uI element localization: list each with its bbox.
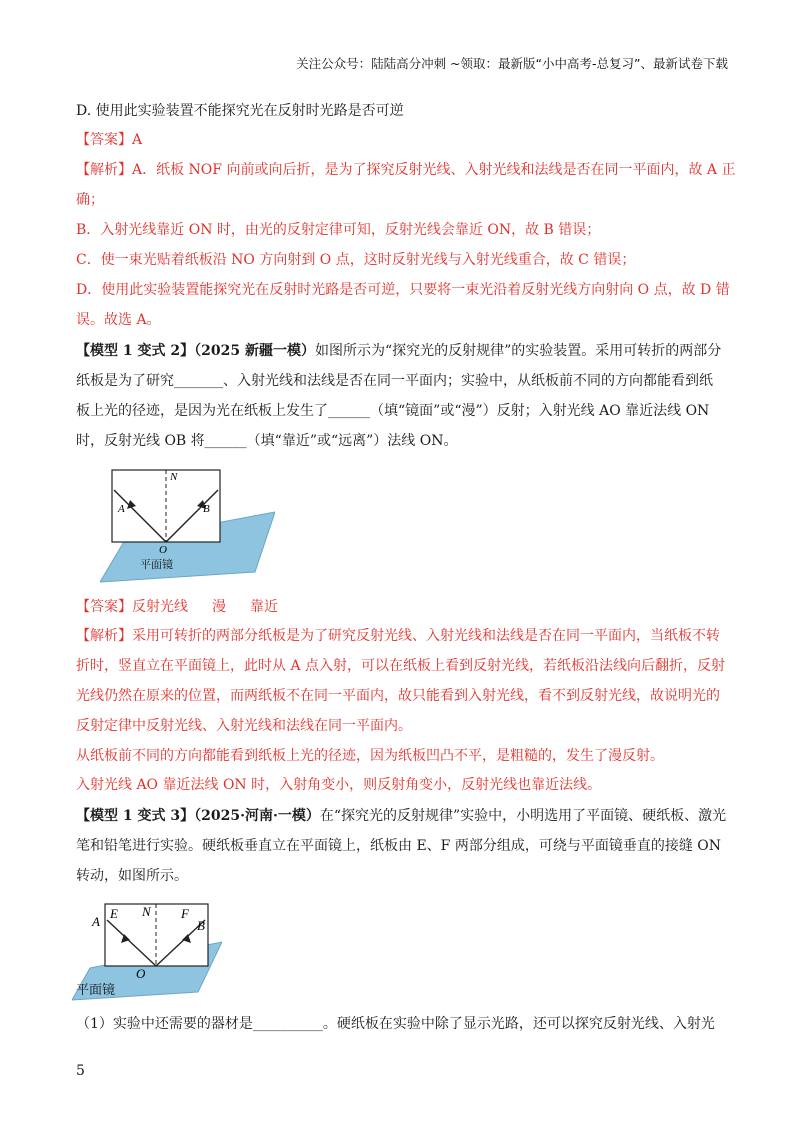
q3-stem-line-2: 转动，如图所示。 [76,868,188,884]
analysis-tag: 【解析】 [76,162,132,178]
q2-stem-line-3: 时，反射光线 OB 将______（填“靠近”或“远离”）法线 ON。 [76,433,458,449]
q3-stem-line-0: 【模型 1 变式 3】（2025·河南·一模）在“探究光的反射规律”实验中，小明选用了平面镜、硬纸板、激光 [76,808,727,824]
q1-analysis-line-4: D．使用此实验装置能探究光在反射时光路是否可逆，只要将一束光沿着反射光线方向射向 O 点，故 D 错 [76,282,730,298]
answer-2: 漫 [212,599,226,615]
label-mirror: 平面镜 [76,982,116,997]
q2-analysis-line-5: 入射光线 AO 靠近法线 ON 时，入射角变小，则反射角变小，反射光线也靠近法线。 [76,777,602,793]
option-d: D. 使用此实验装置不能探究光在反射时光路是否可逆 [76,103,404,119]
q2-stem-line-0: 【模型 1 变式 2】（2025 新疆一模）如图所示为“探究光的反射规律”的实验装置。采用可转折的两部分 [76,343,722,359]
q2-figure [100,460,275,585]
analysis-tag: 【解析】 [76,628,132,644]
q2-analysis-line-2: 光线仍然在原来的位置，而两纸板不在同一平面内，故只能看到入射光线，看不到反射光线，故说明光的 [76,688,720,704]
label-b: B [197,918,205,933]
q1-answer [76,130,142,150]
q1-analysis-line-1: 确； [76,192,104,208]
q1-analysis-line-3: C．使一束光贴着纸板沿 NO 方向射到 O 点，这时反射光线与入射光线重合，故 C 错误； [76,252,636,268]
answer-tag: 【答案】 [76,132,132,148]
label-f: F [181,906,189,921]
q2-analysis-line-4: 从纸板前不同的方向都能看到纸板上光的径迹，因为纸板凹凸不平，是粗糙的，发生了漫反射。 [76,748,664,764]
q2-analysis-line-0: 【解析】采用可转折的两部分纸板是为了研究反射光线、入射光线和法线是否在同一平面内，当纸板不转 [76,628,720,644]
q2-stem-line-2: 板上光的径迹，是因为光在纸板上发生了______（填“镜面”或“漫”）反射；入射光线 AO 靠近法线 ON [76,403,710,419]
q3-source: （2025·河南·一模） [194,808,320,824]
q3-stem-line-1: 笔和铅笔进行实验。硬纸板垂直立在平面镜上，纸板由 E、F 两部分组成，可绕与平面镜垂直的接缝 ON [76,838,722,854]
q1-analysis-line-0: 【解析】A．纸板 NOF 向前或向后折，是为了探究反射光线、入射光线和法线是否在同一平面内，故 A 正 [76,162,736,178]
label-a: A [118,503,125,515]
answer-tag: 【答案】 [76,599,132,615]
label-n: N [142,904,151,919]
page-number: 5 [76,1063,85,1079]
label-b: B [203,503,210,515]
q2-tag: 【模型 1 变式 2】 [76,343,195,359]
label-e: E [110,906,118,921]
answer-3: 靠近 [250,599,278,615]
label-o: O [136,966,146,981]
q3-tag: 【模型 1 变式 3】 [76,808,195,824]
answer-value: A [132,132,143,148]
q3-figure [72,896,222,1002]
label-o: O [159,544,167,556]
page-header: 关注公众号：陆陆高分冲刺 ~领取：最新版“小中高考-总复习”、最新试卷下载 [296,56,728,71]
q1-analysis-line-5: 误。故选 A。 [76,312,161,328]
q2-answer [76,597,278,617]
label-n: N [170,471,178,483]
answer-1: 反射光线 [132,599,188,615]
q2-analysis-line-1: 折时，竖直立在平面镜上，此时从 A 点入射，可以在纸板上看到反射光线，若纸板沿法线向后翻折，反射 [76,658,726,674]
label-a: A [92,914,100,929]
q2-analysis-line-3: 反射定律中反射光线、入射光线和法线在同一平面内。 [76,718,412,734]
q2-source: （2025 新疆一模） [194,343,315,359]
q3-sub1: （1）实验中还需要的器材是__________。硬纸板在实验中除了显示光路，还可以探究反射光线、入射光 [76,1016,715,1032]
q1-analysis-line-2: B．入射光线靠近 ON 时，由光的反射定律可知，反射光线会靠近 ON，故 B 错误； [76,222,601,238]
q2-stem-line-1: 纸板是为了研究_______、入射光线和法线是否在同一平面内；实验中，从纸板前不同的方向都能看到纸 [76,373,713,389]
label-mirror: 平面镜 [140,559,173,571]
